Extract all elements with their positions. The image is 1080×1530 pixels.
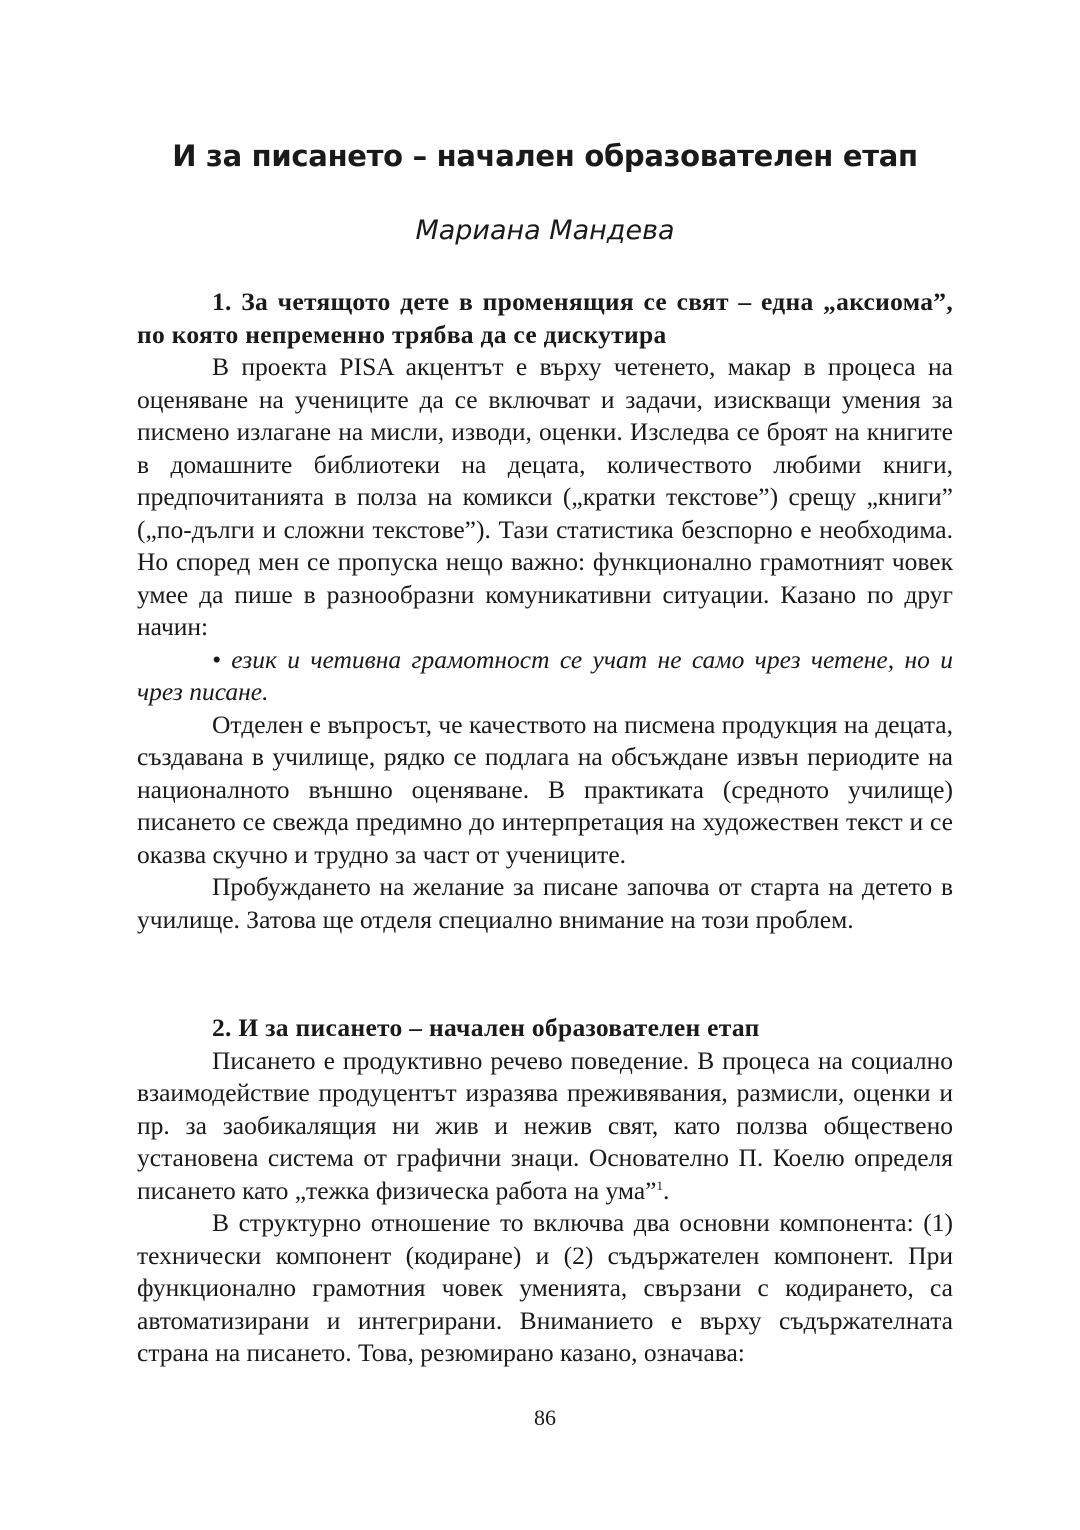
section-1-quote: • език и четивна грамотност се учат не само чрез четене, но и чрез писане. [137,644,953,706]
section-1-heading: 1. За четящото дете в променящия се свят – една „аксиома”, по която непременно трябва да се дискутира [137,287,953,349]
author-name: Мариана Мандева [415,215,675,246]
section-2-heading: 2. И за писането – начален образователен етап [212,1013,760,1042]
section-2-paragraph: Писането е продуктивно речево поведение. В процеса на социално взаимодействие продуцентът изразява преживявания, размисли, оценки и пр. за заобикалящия ни жив и нежив свят, като ползва обществено установена система от графични знаци. Основателно П. Коелю определя писането като „тежка физическа работа на ума”$^1$. [137,1045,953,1205]
section-2-paragraph: В структурно отношение то включва два основни компонента: (1) технически компонент (кодиране) и (2) съдържателен компонент. При функционално грамотния човек уменията, свързани с кодирането, са автоматизирани и интегрирани. Вниманието е върху съдържателната страна на писането. Това, резюмирано казано, означава: [137,1208,953,1367]
page-number: 86 [534,1405,556,1430]
section-2 [137,1012,953,1370]
page-title: И за писането – начален образователен етап [172,139,918,173]
section-1-paragraph: Отделен е въпросът, че качеството на писмена продукция на децата, създавана в училище, рядко се подлага на обсъждане извън периодите на националното външно оценяване. В практиката (средното училище) писането се свежда предимно до интерпретация на художествен текст и се оказва скучно и трудно за част от учениците. [137,709,953,869]
section-1-paragraph: В проекта PISA акцентът е върху четенето, макар в процеса на оценяване на учениците да се включват и задачи, изискващи умения за писмено излагане на мисли, изводи, оценки. Изследва се броят на книгите в домашните библиотеки на децата, количеството любими книги, предпочитанията в полза на комикси („кратки текстове”) срещу „книги” („по-дълги и сложни текстове”). Тази статистика безспорно е необходима. Но според мен се пропуска нещо важно: функционално грамотният човек умее да пише в разнообразни комуникативни ситуации. Казано по друг начин: [137,352,953,641]
section-1-paragraph: Пробуждането на желание за писане започва от старта на детето в училище. Затова ще отделя специално внимание на този проблем. [137,872,953,934]
section-1 [137,286,953,936]
section-2-paragraph-text: Писането е продуктивно речево поведение. В процеса на социално взаимодействие продуцентът изразява преживявания, размисли, оценки и пр. за заобикалящия ни жив и нежив свят, като ползва обществено установена система от графични знаци. Основателно П. Коелю определя писането като „тежка физическа работа на ума” [137,1045,953,1205]
document-page [137,0,953,1530]
footnote-marker[interactable]: 1 [656,1177,663,1193]
